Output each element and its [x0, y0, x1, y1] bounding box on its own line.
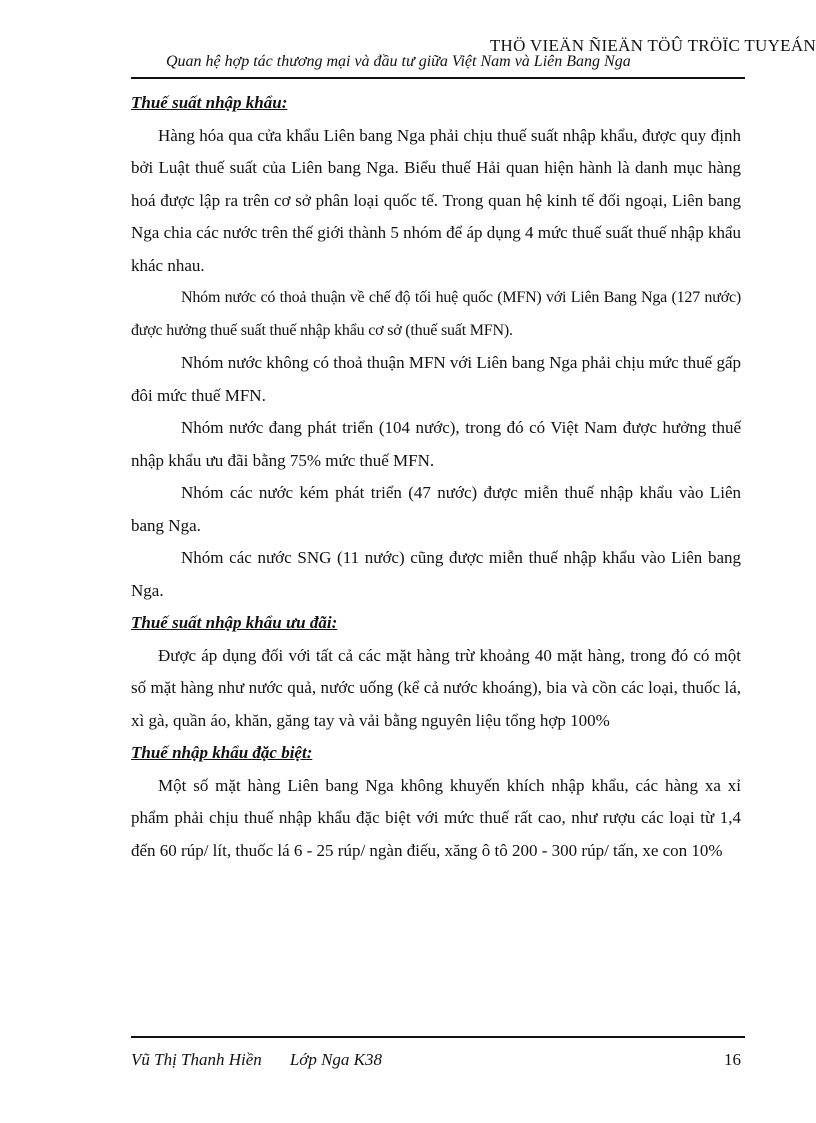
document-body [131, 87, 741, 867]
footer-author: Vũ Thị Thanh Hiền [131, 1050, 262, 1069]
section-heading-import-tax: Thuế suất nhập khẩu: [131, 93, 288, 112]
paragraph: Nhóm nước đang phát triển (104 nước), trong đó có Việt Nam được hưởng thuế nhập khẩu ưu đãi bằng 75% mức thuế MFN. [131, 418, 741, 470]
header-rule [131, 77, 745, 79]
paragraph: Nhóm nước không có thoả thuận MFN với Liên bang Nga phải chịu mức thuế gấp đôi mức thuế MFN. [131, 353, 741, 405]
paragraph: Được áp dụng đối với tất cả các mặt hàng trừ khoảng 40 mặt hàng, trong đó có một số mặt hàng như nước quả, nước uống (kể cả nước khoáng), bia và cồn các loại, thuốc lá, xì gà, quần áo, khăn, găng tay và vải bằng nguyên liệu tổng hợp 100% [131, 645, 741, 730]
paragraph: Một số mặt hàng Liên bang Nga không khuyến khích nhập khẩu, các hàng xa xỉ phẩm phải chịu thuế nhập khẩu đặc biệt với mức thuế rất cao, như rượu các loại từ 1,4 đến 60 rúp/ lít, thuốc lá 6 - 25 rúp/ ngàn điếu, xăng ô tô 200 - 300 rúp/ tấn, xe con 10% [131, 775, 741, 860]
paragraph: Nhóm các nước SNG (11 nước) cũng được miễn thuế nhập khẩu vào Liên bang Nga. [131, 548, 741, 600]
footer-rule [131, 1036, 745, 1038]
section-heading-special-tax: Thuế nhập khẩu đặc biệt: [131, 743, 313, 762]
header-watermark: THÖ VIEÄN ÑIEÄN TÖÛ TRÖÏC TUYEÁN [489, 36, 816, 55]
paragraph: Hàng hóa qua cửa khẩu Liên bang Nga phải chịu thuế suất nhập khẩu, được quy định bởi Luật thuế suất của Liên bang Nga. Biểu thuế Hải quan hiện hành là danh mục hàng hoá được lập ra trên cơ sở phân loại quốc tế. Trong quan hệ kinh tế đối ngoại, Liên bang Nga chia các nước trên thế giới thành 5 nhóm để áp dụng 4 mức thuế suất thuế nhập khẩu khác nhau. [131, 125, 741, 275]
paragraph: Nhóm các nước kém phát triển (47 nước) được miễn thuế nhập khẩu vào Liên bang Nga. [131, 483, 741, 535]
footer [131, 1050, 741, 1070]
footer-class: Lớp Nga K38 [289, 1050, 383, 1069]
section-heading-preferential-tax: Thuế suất nhập khẩu ưu đãi: [131, 613, 338, 632]
running-title: Quan hệ hợp tác thương mại và đầu tư giữa Việt Nam và Liên Bang Nga [166, 53, 631, 70]
page-number: 16 [724, 1050, 741, 1069]
paragraph: Nhóm nước có thoả thuận về chế độ tối huệ quốc (MFN) với Liên Bang Nga (127 nước) được hưởng thuế suất thuế nhập khẩu cơ sở (thuế suất MFN). [131, 289, 741, 339]
